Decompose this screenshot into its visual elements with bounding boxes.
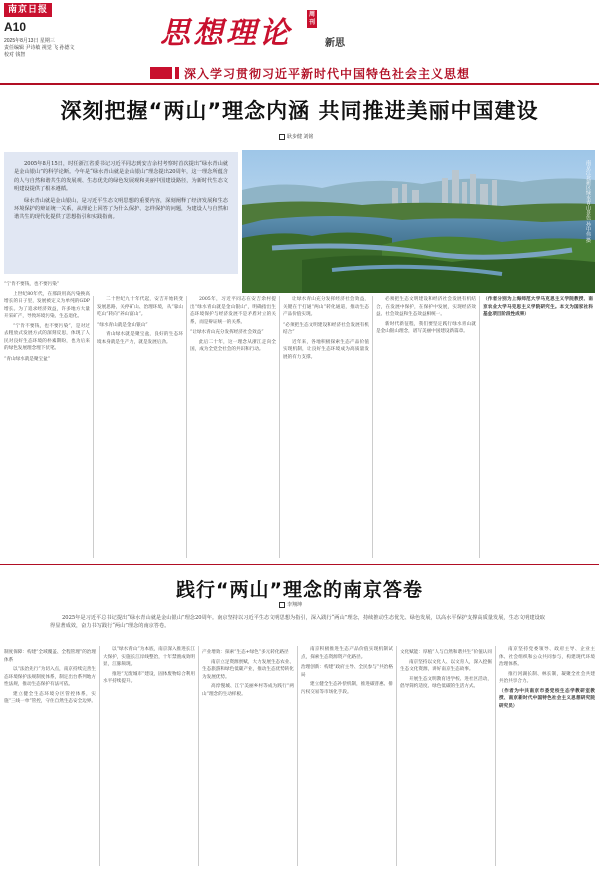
subheading: “青山绿水就是聚宝盆” [4,356,51,362]
body-paragraph: 以“绿水青山”为本底，南京深入推进长江大保护，实施长江岸线整治，十年禁渔成效明显，江豚频现。 [103,647,195,667]
body-paragraph: 新时代新征程，我们要坚定践行绿水青山就是金山银山理念，谱写美丽中国建设新篇章。 [376,321,476,334]
body-paragraph: 南京坚持党委领导、政府主导、企业主体、社会组织和公众共同参与，构建现代环境治理体系。 [499,647,595,667]
body-paragraph: 建立健全生态补偿机制，推进碳普惠、排污权交易等市场化手段。 [301,682,393,695]
page-number: A10 [4,20,27,34]
section-label: 新思 [325,38,345,49]
body-paragraph: 建立健全生态环境分区管控体系，实施“三线一单”管控，守住自然生态安全边界。 [4,691,96,704]
author-note: （作者分别为上海师范大学马克思主义学院教授、南京农业大学马克思主义学院研究生。本文为国家社科基金项目阶段性成果） [483,297,593,317]
article1-headline: 深刻把握“两山”理念内涵 共同推进美丽中国建设 [60,99,539,123]
weekly-badge: 周刊 [308,11,315,26]
theme-banner-text: 深入学习贯彻习近平新时代中国特色社会主义思想 [184,67,471,81]
body-paragraph: 2005年，习近平同志在安吉余村提出“绿水青山就是金山银山”，明确指出生态环境保护与经济发展不是矛盾对立的关系，而是辩证统一的关系。 [190,297,276,325]
article1-column-1 [4,278,90,558]
subheading: 制度保障：构建“全域覆盖、全程管理”的治理体系 [4,650,96,663]
body-paragraph: 南京积极推进生态产品价值实现机制试点，探索生态资源资产化路径。 [301,647,393,660]
article2-column-1 [4,646,96,866]
body-paragraph: 上世纪80年代，在那段用高污染换高增长的日子里，发展被定义为单纯的GDP增长。为了追求经济效益，许多地方大量开采矿产，导致环境污染、生态退化。 [4,291,90,319]
body-paragraph: 此后二十年，这一理念从浙江走向全国，成为全党全社会的共识和行动。 [190,339,276,352]
article1-column-6 [483,296,593,558]
body-paragraph: 青山绿水就是聚宝盆，良好的生态环境本身就是生产力，就是发展后劲。 [97,332,183,345]
theme-banner [150,64,595,81]
body-paragraph: 高淳慢城、江宁美丽乡村等成为践行“两山”理念的生动样板。 [202,684,294,697]
body-paragraph: 南京坚持以文化人、以文育人，深入挖掘生态文化资源，讲好南京生态故事。 [400,659,492,672]
article1-photo [242,150,595,293]
body-paragraph: 南京立足资源禀赋，大力发展生态农业、生态旅游和绿色低碳产业，推动生态优势转化为发展优势。 [202,659,294,680]
article1-column-3 [190,296,276,558]
article1-column-5 [376,296,476,558]
article1-intro-box [4,152,238,274]
body-paragraph: 必须把生态文明建设和经济社会发展有机结合，在发展中保护，在保护中发展，实现经济效益、社会效益和生态效益相统一。 [376,297,476,317]
subheading: “让绿水青山充分发挥经济社会效益” [190,330,264,335]
subheading: “必须把生态文明建设和经济社会发展有机结合” [283,322,369,335]
article2-column-3 [202,646,294,866]
article1-column-2 [97,296,183,558]
body-paragraph: 近年来，各地积极探索生态产品价值实现机制，让良好生态环境成为高质量发展的有力支撑。 [283,339,369,360]
subheading: “宁肯不要钱，也不要污染” [4,282,60,287]
body-paragraph: 开展生态文明教育进学校、进社区活动，倡导简约适度、绿色低碳的生活方式。 [400,676,492,689]
body-paragraph: “宁肯不要钱，也不要污染”，是对过去粗放式发展方式的深刻反思，体现了人民对良好生态环境的朴素期盼，也为后来的绿色发展理念埋下伏笔。 [4,323,90,351]
header-divider [0,83,599,85]
body-paragraph: 推行河湖长制、林长制，凝聚全社会共建共治共享合力。 [499,671,595,684]
subheading: 治理创新：构建“政府主导、全民参与”共治格局 [301,665,393,678]
subheading: 文化赋能：厚植“人与自然和谐共生”价值认同 [400,650,492,655]
body-paragraph: 推进“无废城市”建设，固体废物综合利用水平持续提升。 [103,671,195,684]
intro-paragraph: 绿水青山就是金山银山，是习近平生态文明思想的重要内容，深刻阐释了经济发展和生态环境保护的辩证统一关系，从理论上回答了为什么保护、怎样保护的问题，为建设人与自然和谐共生的现代化提供了思想指引和实践指南。 [14,197,228,221]
article2-intro [50,614,545,630]
article1-column-4 [283,296,369,558]
article1-byline: 耿步健 刘铭 [279,133,313,140]
article2-column-2 [103,646,195,866]
masthead [0,0,599,81]
editors-credit: 责任编辑 尹诗敏 视觉 飞 孙德文 [4,45,75,51]
article2-column-6 [499,646,595,866]
article2-column-5 [400,646,492,866]
body-paragraph: 让绿水青山充分发挥经济社会效益，关键在于打通“两山”转化通道，推动生态产品价值实现。 [283,297,369,317]
proof-credit: 校对 钱智 [4,52,26,58]
intro-paragraph: 2025年是习近平总书记提出“绿水青山就是金山银山”理念20周年。南京坚持以习近平生态文明思想为指引，深入践行“两山”理念，持续推动生态优先、绿色发展，以高水平保护支撑高质量发展，生态文明建设取得显著成效，奋力书写践行“两山”理念的南京答卷。 [50,615,545,630]
intro-paragraph: 2005年8月15日，时任浙江省委书记习近平同志到安吉余村考察时首次提出“绿水青山就是金山银山”的科学论断。今年是“绿水青山就是金山银山”理念提出20周年，这一理念所蕴含的人与自然和谐共生的发展观、生态优先的绿色发展观和美丽中国建设路径，为新时代生态文明建设提供了根本遵循。 [14,161,228,193]
issue-date: 2025年8月13日 星期三 [4,38,55,44]
article2-column-4 [301,646,393,866]
body-paragraph: 以“法治先行”为切入点，南京持续完善生态环境保护法规制度体系，制定出台系列地方性法规，推动生态保护有法可依。 [4,667,96,687]
subheading: “绿水青山就是金山银山” [97,322,148,328]
column-title: 思想理论 [160,16,292,51]
author-note: （作者为中共南京市委党校生态学教研室教授、南京新时代中国特色社会主义思想研究院研究员） [499,688,595,709]
newspaper-logo: 南京日报 [4,3,52,17]
article2-headline: 践行“两山”理念的南京答卷 [176,579,423,601]
article2-byline: 李翔坤 [279,601,302,608]
body-paragraph: 二十世纪九十年代起，安吉开始转变发展思路，关停矿山、治理环境，从“靠山吃山”转向“养山富山”。 [97,297,183,317]
subheading: 产业增效：探索“生态+绿色”多元转化路径 [202,650,289,655]
photo-caption: 南京江北新区绿水青山景色 孙中伟 摄 [585,160,591,243]
